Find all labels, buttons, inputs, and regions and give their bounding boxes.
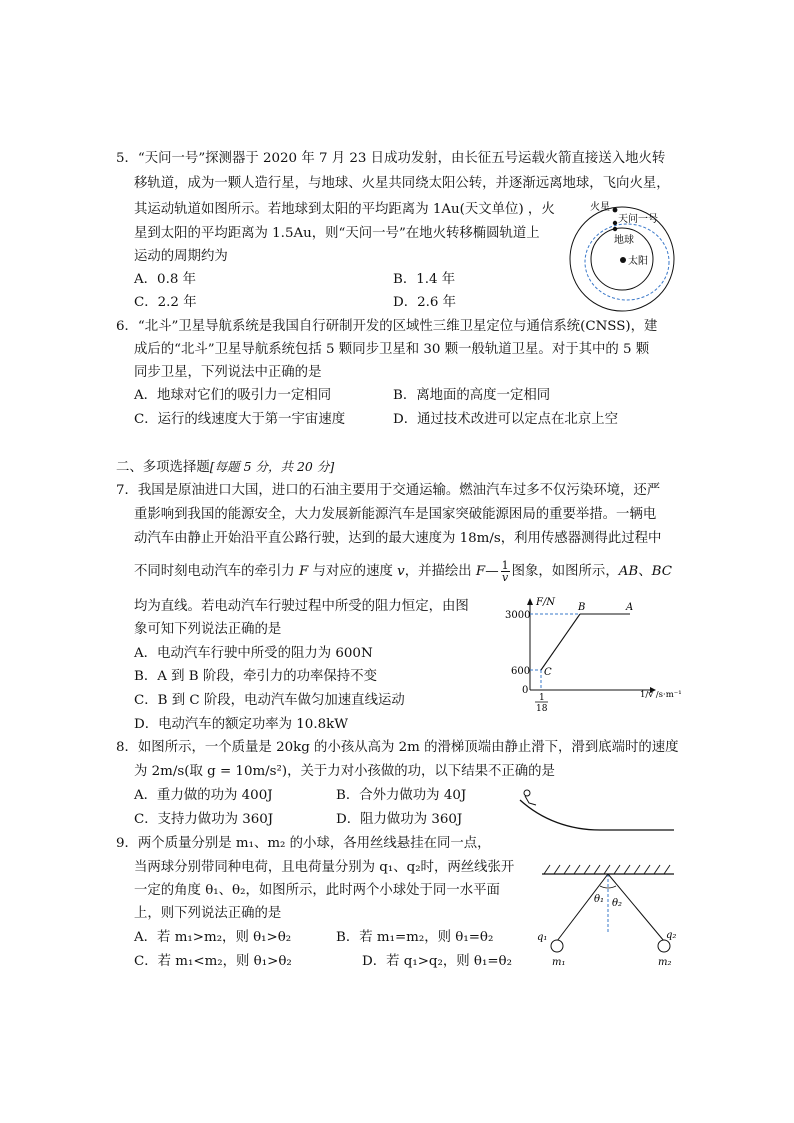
child-head [524, 790, 530, 796]
q9-line-2: 当两球分别带同种电荷，且电荷量分别为 q₁、q₂时，两丝线张开 [134, 860, 515, 875]
q9-line-4: 上，则下列说法正确的是 [134, 906, 282, 921]
tick-3000: 3000 [505, 610, 531, 621]
mars-dot [613, 208, 618, 213]
point-c-label: C [544, 667, 552, 678]
q7-option-b: B．A 到 B 阶段，牵引力的功率保持不变 [134, 669, 377, 684]
q9-option-a: A．若 m₁>m₂，则 θ₁>θ₂ [134, 930, 292, 945]
q5-line-1: 5．“天问一号”探测器于 2020 年 7 月 23 日成功发射，由长征五号运载火箭直接送入地火转 [116, 151, 666, 166]
thread-left [557, 874, 608, 941]
q7-line-6: 象可知下列说法正确的是 [134, 622, 282, 637]
slide-curve [520, 800, 674, 830]
section-title: 二、多项选择题 [116, 460, 210, 475]
x-tick-numerator: 1 [539, 693, 545, 703]
tick-600: 600 [511, 666, 531, 677]
section-note: [每题 5 分，共 20 分] [209, 459, 335, 474]
m1-label: m₁ [552, 957, 566, 968]
sun-label: 太阳 [628, 256, 648, 267]
q7-line-3: 动汽车由静止开始沿平直公路行驶，达到的最大速度为 18m/s，利用传感器测得此过程中 [134, 531, 662, 546]
q5-option-c: C．2.2 年 [134, 295, 197, 310]
segment-bc [541, 614, 580, 670]
origin-label: 0 [522, 685, 529, 696]
q7-line-5: 均为直线。若电动汽车行驶过程中所受的阻力恒定，由图 [134, 599, 469, 614]
q7-option-d: D．电动汽车的额定功率为 10.8kW [134, 717, 348, 732]
q8-line-2: 为 2m/s(取 g = 10m/s²)，关于力对小孩做的功，以下结果不正确的是 [134, 764, 555, 779]
y-axis-arrow [527, 598, 533, 605]
q8-line-1: 8．如图所示，一个质量是 20kg 的小孩从高为 2m 的滑梯顶端由静止滑下，滑到底端时的速度 [116, 740, 679, 755]
q6-option-b: B．离地面的高度一定相同 [393, 388, 551, 403]
q7-line-4: 不同时刻电动汽车的牵引力 F 与对应的速度 v，并描绘出 F— $\frac{1}{v}$ 图象，如图所示，AB、BC [134, 559, 672, 584]
slide-diagram [508, 786, 676, 832]
earth-label: 地球 [614, 235, 634, 246]
x-tick-denominator: 18 [536, 704, 548, 711]
child-body [525, 796, 536, 805]
q9-option-b: B．若 m₁=m₂，则 θ₁=θ₂ [336, 930, 494, 945]
q7-option-a: A．电动汽车行驶中所受的阻力为 600N [134, 646, 373, 661]
section-heading [116, 458, 334, 477]
force-velocity-graph [500, 593, 690, 711]
inverse-v-fraction: $\frac{1}{v}$ [501, 559, 509, 584]
q6-option-a: A．地球对它们的吸引力一定相同 [134, 388, 332, 403]
q6-line-2: 成后的“北斗”卫星导航系统包括 5 颗同步卫星和 30 颗一般轨道卫星。对于其中的 5 颗 [134, 342, 650, 357]
q9-line-1: 9．两个质量分别是 m₁、m₂ 的小球，各用丝线悬挂在同一点， [116, 836, 491, 851]
x-axis-label: 1/v /s·m⁻¹ [640, 690, 682, 700]
m2-label: m₂ [658, 957, 672, 968]
q5-line-3: 其运动轨道如图所示。若地球到太阳的平均距离为 1Au(天文单位) ，火 [134, 202, 555, 217]
point-b-label: B [578, 602, 586, 613]
q8-option-c: C．支持力做功为 360J [134, 812, 274, 827]
q6-line-1: 6．“北斗”卫星导航系统是我国自行研制开发的区域性三维卫星定位与通信系统(CNSS)，建 [116, 319, 658, 334]
q6-option-d: D．通过技术改进可以定点在北京上空 [393, 412, 618, 427]
q5-option-a: A．0.8 年 [134, 272, 197, 287]
q6-line-3: 同步卫星，下列说法中正确的是 [134, 365, 322, 380]
q5-option-b: B．1.4 年 [393, 272, 456, 287]
theta2-label: θ₂ [612, 898, 623, 909]
q5-line-2: 移轨道，成为一颗人造行星，与地球、火星共同绕太阳公转，并逐渐远离地球，飞向火星， [134, 176, 670, 191]
ball-right [658, 940, 670, 952]
point-a-label: A [626, 602, 634, 613]
q7-line-2: 重影响到我国的能源安全，大力发展新能源汽车是国家突破能源困局的重要举措。一辆电 [134, 507, 657, 522]
q5-line-5: 运动的周期约为 [134, 249, 228, 264]
q5-line-4: 星到太阳的平均距离为 1.5Au，则“天问一号”在地火转移椭圆轨道上 [134, 226, 540, 241]
y-axis-label: F/N [536, 597, 556, 608]
theta1-label: θ₁ [594, 894, 605, 905]
q7-option-c: C．B 到 C 阶段，电动汽车做匀加速直线运动 [134, 693, 405, 708]
q6-option-c: C．运行的线速度大于第一宇宙速度 [134, 412, 346, 427]
q9-line-3: 一定的角度 θ₁、θ₂，如图所示，此时两个小球处于同一水平面 [134, 883, 500, 898]
q8-option-d: D．阻力做功为 360J [336, 812, 463, 827]
earth-dot [613, 227, 617, 231]
q7-line-1: 7．我国是原油进口大国，进口的石油主要用于交通运输。燃油汽车过多不仅污染环境，还严 [116, 483, 661, 498]
q5-option-d: D．2.6 年 [393, 295, 457, 310]
q8-option-a: A．重力做的功为 400J [134, 788, 273, 803]
q9-option-d: D．若 q₁>q₂，则 θ₁=θ₂ [362, 954, 512, 969]
sun-dot [620, 257, 626, 263]
ceiling-hatch [544, 865, 670, 874]
orbit-diagram [566, 196, 686, 316]
ball-left [551, 940, 563, 952]
pendulum-diagram [530, 852, 690, 970]
probe-dot [613, 221, 617, 225]
q2-label: q₂ [666, 930, 677, 941]
q8-option-b: B．合外力做功为 40J [336, 788, 467, 803]
q9-option-c: C．若 m₁<m₂，则 θ₁>θ₂ [134, 954, 292, 969]
mars-label: 火星 [590, 202, 610, 213]
probe-label: 天问一号 [618, 214, 658, 225]
q1-label: q₁ [537, 932, 548, 943]
